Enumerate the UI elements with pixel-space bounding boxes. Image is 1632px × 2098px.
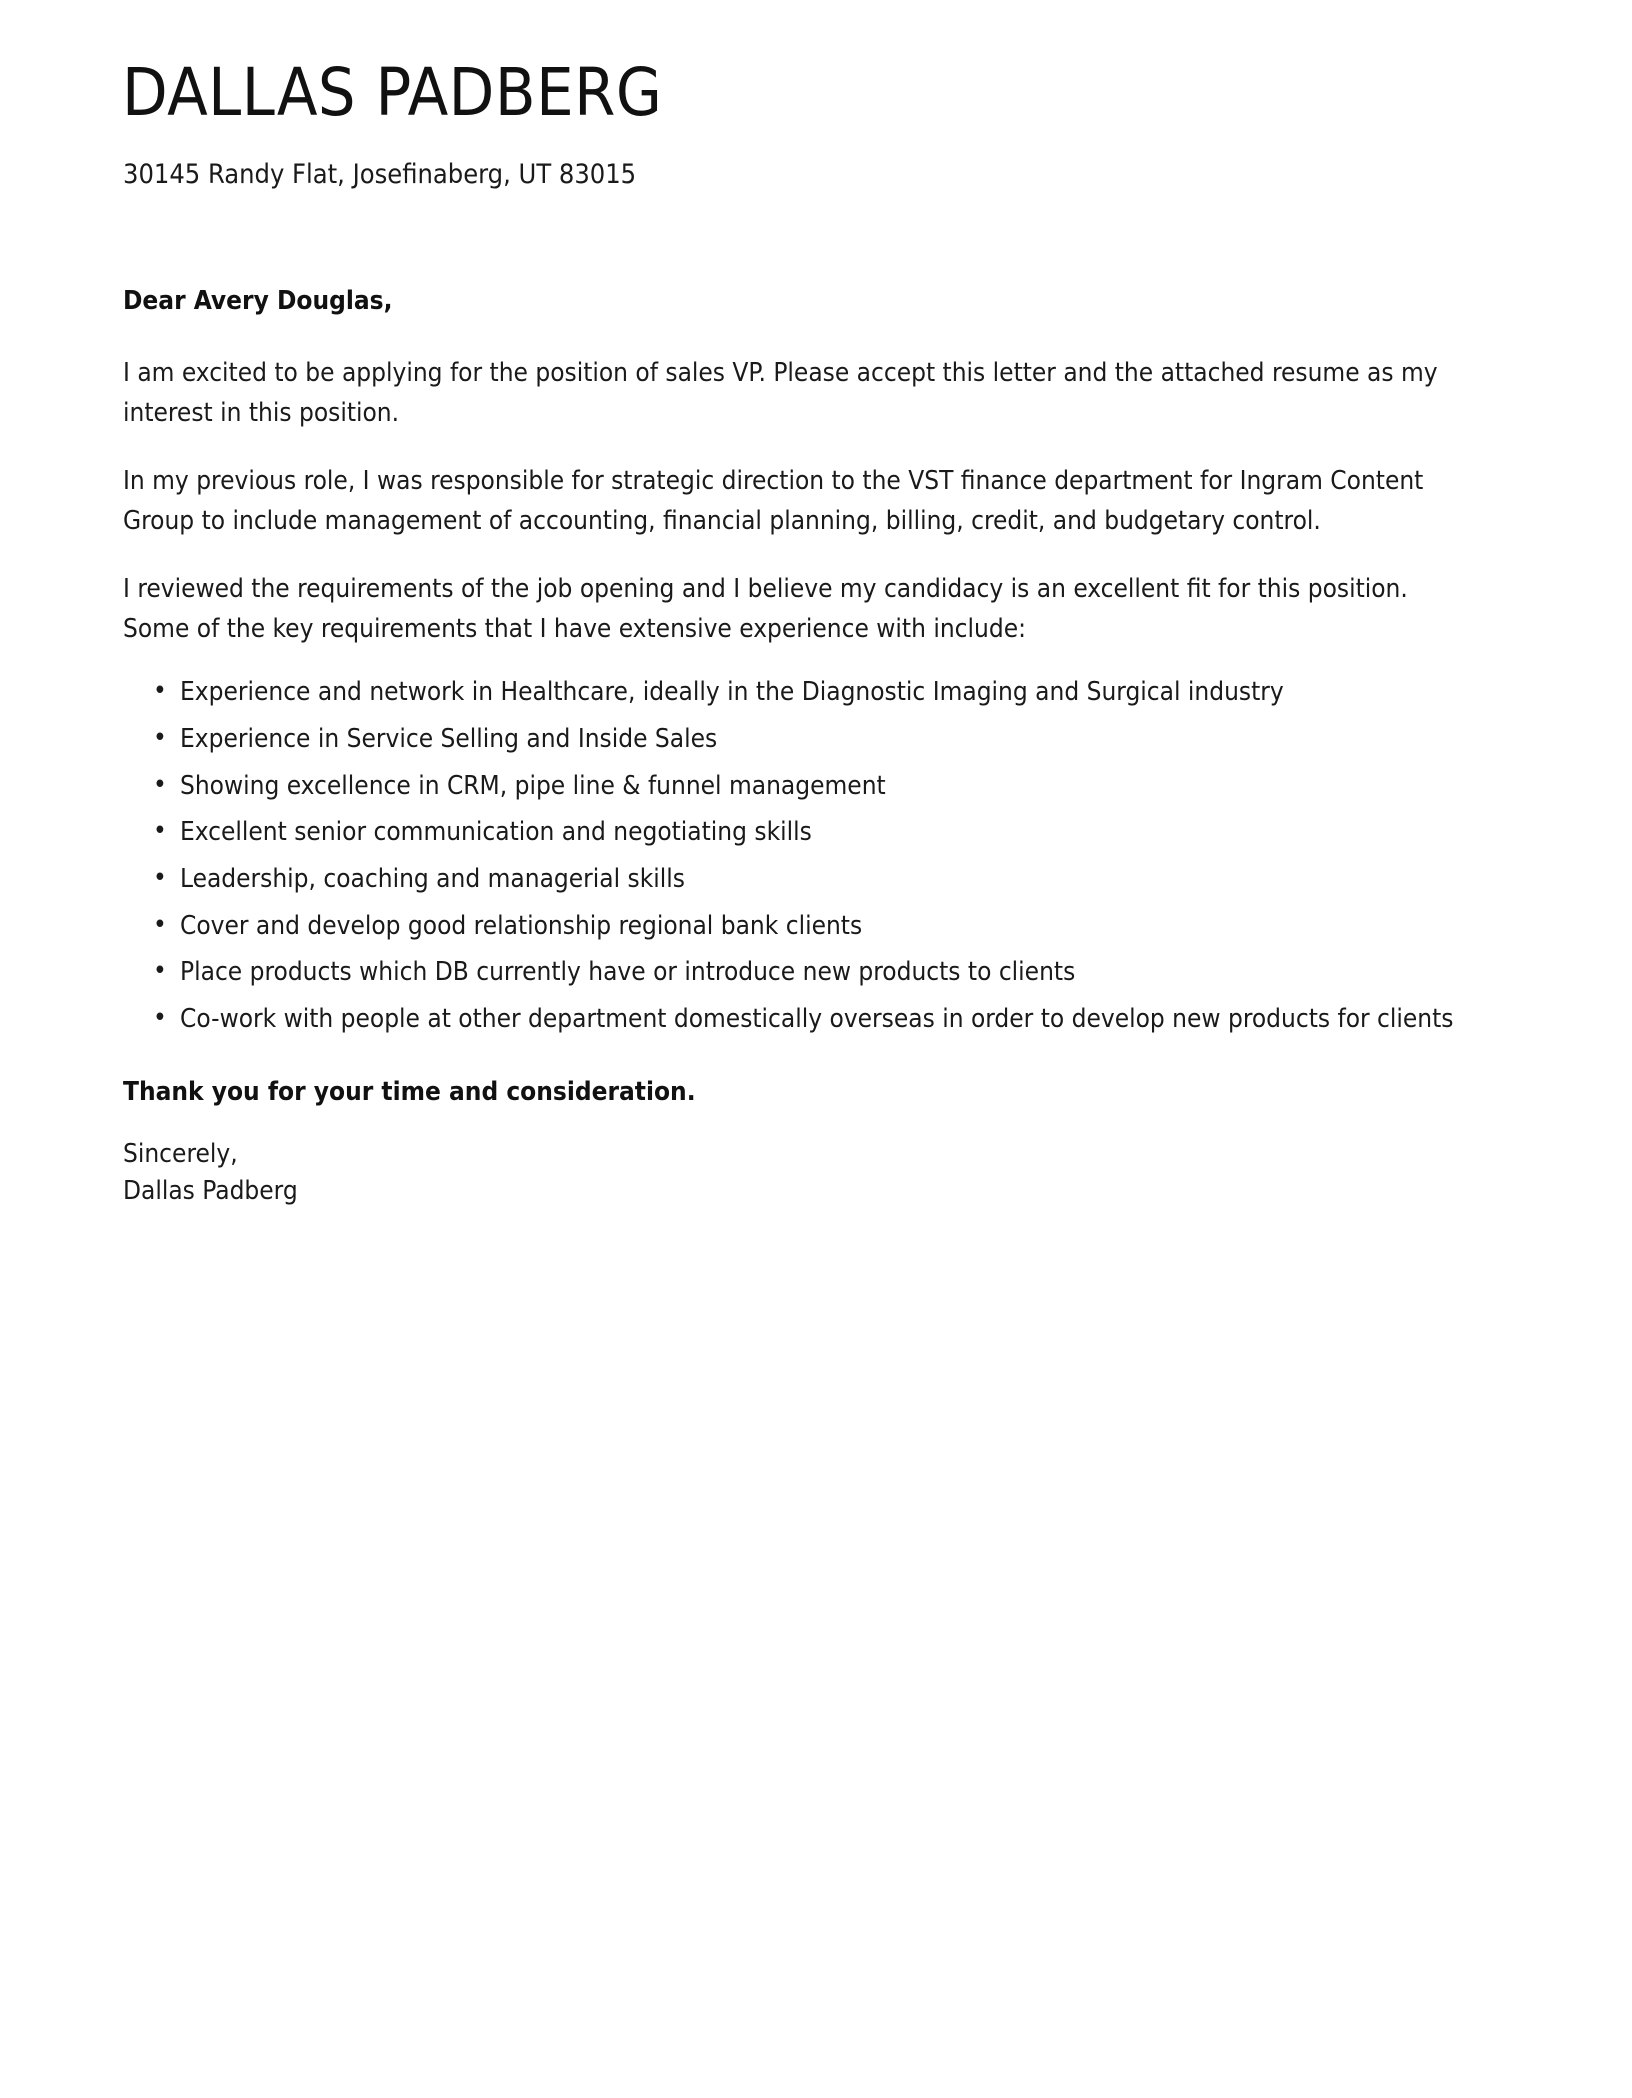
list-item: • Excellent senior communication and negotiating skills [123,817,1478,848]
body-paragraph-2: In my previous role, I was responsible for strategic direction to the VST finance department for Ingram Content Group to include management of accounting, financial planning, billing, credit, and budgetary control. [123,466,1424,537]
list-item: • Showing excellence in CRM, pipe line & funnel management [123,771,1478,802]
list-item: • Cover and develop good relationship regional bank clients [123,911,1478,942]
list-item: • Leadership, coaching and managerial skills [123,864,1478,895]
list-item: • Co-work with people at other department domestically overseas in order to develop new products for clients [123,1004,1478,1035]
list-item: • Place products which DB currently have or introduce new products to clients [123,957,1478,988]
applicant-address: 30145 Randy Flat, Josefinaberg, UT 83015 [123,158,637,190]
body-paragraph-3: I reviewed the requirements of the job opening and I believe my candidacy is an excellent fit for this position. Some of the key requirements that I have extensive experience with include: [123,574,1408,645]
closing-thanks: Thank you for your time and consideration. [123,1076,696,1107]
body-paragraph-1: I am excited to be applying for the position of sales VP. Please accept this letter and the attached resume as my interest in this position. [123,358,1438,429]
signature-block [123,1136,1478,1210]
page-title: DALLAS PADBERG [122,54,663,131]
signoff-closing: Sincerely, [123,1138,238,1169]
letter-body [118,284,1478,1210]
list-item: • Experience and network in Healthcare, ideally in the Diagnostic Imaging and Surgical industry [123,677,1478,708]
signoff-name: Dallas Padberg [123,1175,298,1206]
list-item: • Experience in Service Selling and Inside Sales [123,724,1478,755]
qualifications-list [123,677,1478,1034]
salutation: Dear Avery Douglas, [123,286,393,316]
